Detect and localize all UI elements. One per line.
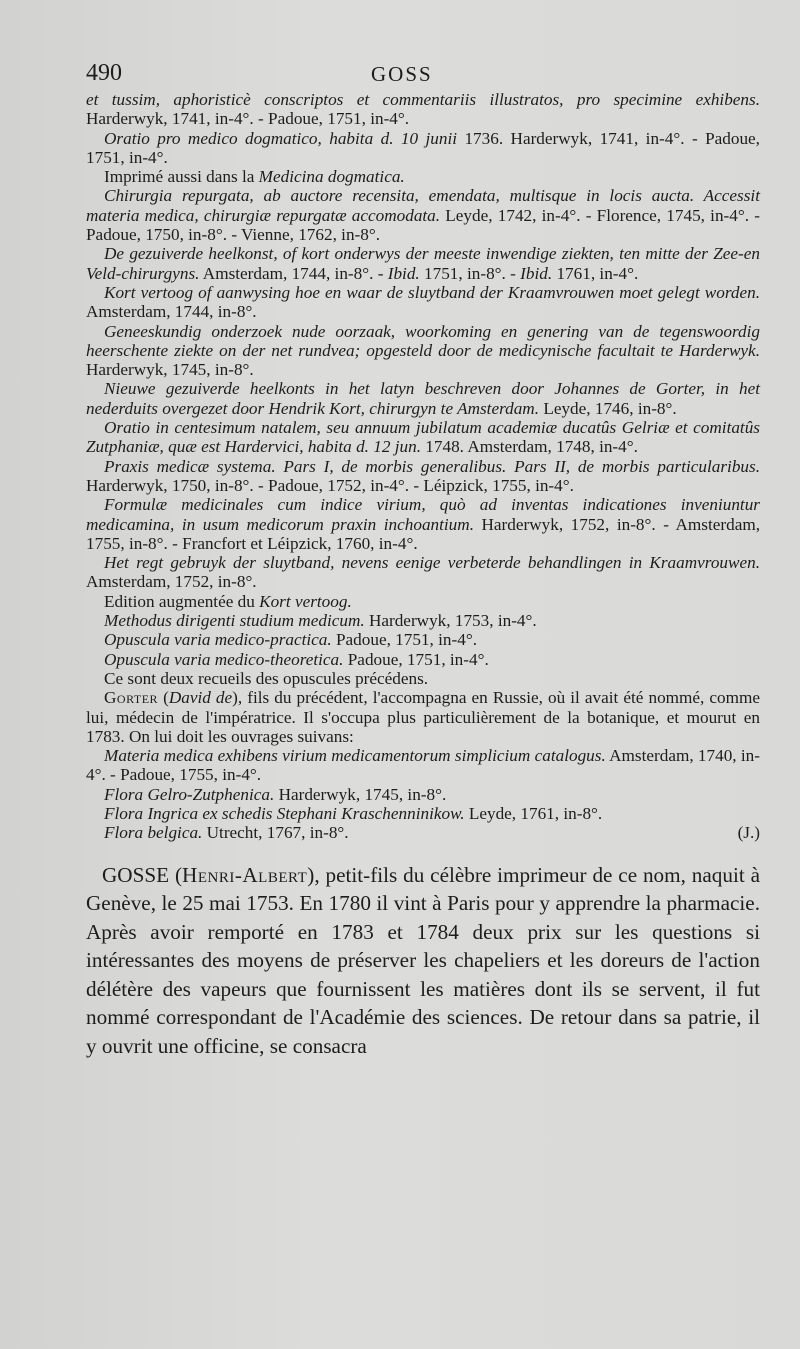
article-forename-close: ), [307, 862, 320, 887]
bibliography-entry [86, 553, 760, 592]
bibliography-entry [86, 785, 760, 804]
entry-text: 1748. Amsterdam, 1748, in-4°. [421, 437, 638, 457]
entry-text: Edition augmentée du [104, 591, 260, 611]
work-title: Oratio in centesimum natalem, seu annuum jubilatum academiæ ducatûs Gelriæ et comitatûs Zutphaniæ, quæ est Hardervici, habita d. 12 jun. [86, 418, 760, 457]
entry-text: 1751, in-8°. - [419, 263, 521, 283]
entry-text: Padoue, 1751, in-4°. [331, 630, 478, 650]
work-title: Methodus dirigenti studium medicum. [104, 611, 365, 631]
article-forename-open: ( [169, 862, 183, 887]
entry-text: Harderwyk, 1745, in-8°. [86, 360, 254, 380]
entry-text: Harderwyk, 1745, in-8°. [274, 784, 447, 804]
work-title: Praxis medicæ systema. Pars I, de morbis generalibus. Pars II, de morbis particularibus. [104, 456, 760, 476]
work-title: Oratio pro medico dogmatico, habita d. 10 junii [104, 128, 458, 148]
work-title: Materia medica exhibens virium medicamentorum simplicium catalogus. [104, 746, 606, 766]
work-title: Geneeskundig onderzoek nude oorzaak, woorkoming en genering van de tegenswoordig heerschente ziekte on der net rundvea; opgesteld door de medicynische facultait te Harderwyk. [86, 321, 760, 360]
bibliography-entry [86, 650, 760, 669]
work-title: Ibid. [520, 263, 553, 283]
work-title: Opuscula varia medico-practica. [104, 630, 332, 650]
page-number: 490 [86, 60, 122, 86]
bibliography-entry [86, 495, 760, 553]
bibliography-entry [86, 592, 760, 611]
bibliography-entry [86, 688, 760, 746]
entry-text: Amsterdam, 1744, in-8°. - [199, 263, 388, 283]
bibliography-entry [86, 379, 760, 418]
work-title: Flora Gelro-Zutphenica. [104, 784, 275, 804]
work-title: David de [168, 688, 233, 708]
bibliography-entry [86, 630, 760, 649]
work-title: Nieuwe gezuiverde heelkonts in het latyn beschreven door Johannes de Gorter, in het nederduits overgezet door Hendrik Kort, chirurgyn te Amsterdam. [86, 379, 760, 418]
bibliography-entry [86, 804, 760, 823]
bibliography-entry [86, 418, 760, 457]
entry-text: 1736. Harderwyk, 1741, in-4°. - Padoue, 1751, in-4°. [86, 128, 760, 167]
entry-text: Harderwyk, 1750, in-8°. - Padoue, 1752, in-4°. - Léipzick, 1755, in-4°. [86, 475, 574, 495]
entry-text: Leyde, 1761, in-8°. [464, 803, 603, 823]
entry-text: ), fils du précédent, l'accompagna en Russie, où il avait été nommé, comme lui, médecin de l'impératrice. Il s'occupa plus particulièrement de la botanique, et mourut en 1783. On lui doit les ouvrages suivans: [86, 688, 760, 746]
entry-text: Padoue, 1751, in-4°. [343, 649, 489, 669]
work-title: De gezuiverde heelkonst, of kort onderwys der meeste inwendige ziekten, ten mitte der Zee-en Veld-chirurgyns. [86, 244, 760, 283]
bibliography-entry [86, 611, 760, 630]
bibliography-entry [86, 129, 760, 168]
work-title: Chirurgia repurgata, ab auctore recensita, emendata, multisque in locis aucta. Accessit materia medica, chirurgiæ repurgatæ accomodata. [86, 186, 760, 225]
bibliography-entry [86, 90, 760, 129]
bibliography-entry [86, 167, 760, 186]
bibliography-entry [86, 823, 760, 842]
bibliography-entry [86, 457, 760, 496]
work-title: Flora Ingrica ex schedis Stephani Kraschenninikow. [104, 803, 465, 823]
entry-text: Ce sont deux recueils des opuscules précédens. [104, 668, 429, 688]
entry-text: 1761, in-4°. [552, 263, 639, 283]
entry-text: Gorter [104, 688, 159, 708]
bibliography-entry [86, 283, 760, 322]
running-head [86, 52, 760, 90]
entry-text: Harderwyk, 1741, in-4°. - Padoue, 1751, in-4°. [86, 109, 410, 129]
article-headword: GOSSE [102, 862, 170, 887]
bibliography-entry [86, 746, 760, 785]
work-title: Kort vertoog. [259, 591, 352, 611]
work-title: Opuscula varia medico-theoretica. [104, 649, 344, 669]
bibliography-entry [86, 669, 760, 688]
bibliography-entry [86, 322, 760, 380]
entry-text: Leyde, 1746, in-8°. [539, 398, 677, 418]
entry-text: Harderwyk, 1752, in-8°. - Amsterdam, 1755, in-8°. - Francfort et Léipzick, 1760, in-4°. [86, 514, 760, 553]
bibliography-entries [86, 90, 760, 843]
article-forename: Henri-Albert [182, 862, 308, 887]
entry-text: Leyde, 1742, in-4°. - Florence, 1745, in-4°. - Padoue, 1750, in-8°. - Vienne, 1762, in-8°. [86, 205, 760, 245]
author-initial-marker: (J.) [737, 823, 760, 843]
entry-text: Utrecht, 1767, in-8°. [202, 823, 349, 843]
bibliography-entry [86, 244, 760, 283]
article-body: petit-fils du célèbre imprimeur de ce nom, naquit à Genève, le 25 mai 1753. En 1780 il vint à Paris pour y apprendre la pharmacie. Après avoir remporté en 1783 et 1784 deux prix sur les questions si intéressantes des moyens de préserver les chapeliers et les doreurs de l'action délétère des vapeurs que fournissent les matières dont ils se servent, il fut nommé correspondant de l'Académie des sciences. De retour dans sa patrie, il y ouvrit une officine, se consacra [86, 862, 760, 1058]
section-spacer [86, 843, 760, 861]
biography-article [86, 861, 760, 1061]
work-title: Kort vertoog of aanwysing hoe en waar de sluytband der Kraamvrouwen moet gelegt worden. [104, 282, 760, 302]
work-title: Formulæ medicinales cum indice virium, quò ad inventas indicationes inveniuntur medicamina, in usum medicorum praxin inchoantium. [86, 495, 760, 534]
entry-text: Amsterdam, 1752, in-8°. [86, 572, 257, 592]
bibliography-entry [86, 186, 760, 244]
running-title: GOSS [371, 62, 433, 86]
work-title: et tussim, aphoristicè conscriptos et commentariis illustratos, pro specimine exhibens. [86, 90, 760, 109]
work-title: Ibid. [387, 263, 420, 283]
entry-text: ( [158, 688, 169, 708]
work-title: Medicina dogmatica. [258, 167, 405, 187]
work-title: Flora belgica. [104, 823, 203, 843]
work-title: Het regt gebruyk der sluytband, nevens eenige verbeterde behandlingen in Kraamvrouwen. [104, 553, 760, 573]
entry-text: Harderwyk, 1753, in-4°. [364, 611, 537, 631]
entry-text: Imprimé aussi dans la [104, 167, 259, 187]
entry-text: Amsterdam, 1744, in-8°. [86, 302, 257, 322]
entry-text: Amsterdam, 1740, in-4°. - Padoue, 1755, in-4°. [86, 746, 760, 785]
